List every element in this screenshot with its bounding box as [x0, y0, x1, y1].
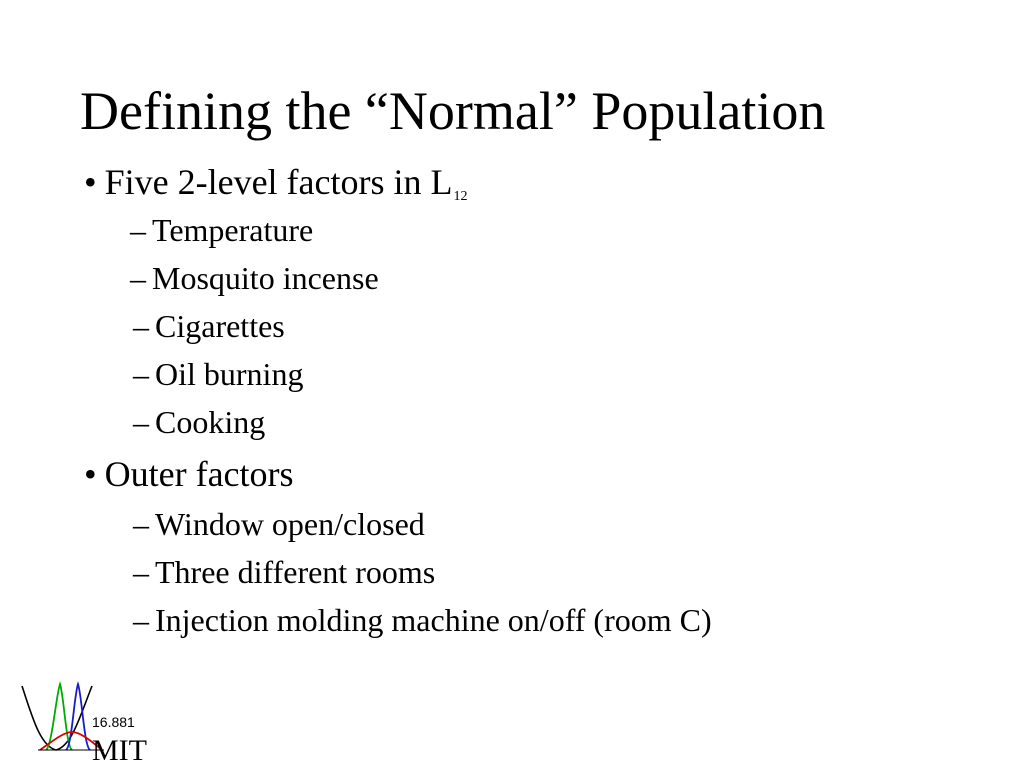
sub-item-injection-molding — [133, 604, 712, 636]
sub-marker: – — [133, 308, 149, 344]
institution-name: MIT — [92, 734, 147, 767]
bullet-outer-factors — [84, 456, 294, 492]
sub-item-label: Mosquito incense — [152, 260, 379, 296]
sub-item-label: Window open/closed — [155, 506, 425, 542]
sub-marker: – — [133, 602, 149, 638]
sub-item-label: Injection molding machine on/off (room C) — [155, 602, 712, 638]
logo-curve-blue — [66, 684, 90, 750]
sub-item-mosquito-incense — [130, 262, 379, 294]
sub-item-label: Oil burning — [155, 356, 304, 392]
slide-title: Defining the “Normal” Population — [80, 81, 826, 141]
course-code: 16.881 — [92, 714, 135, 730]
sub-item-cooking — [133, 406, 265, 438]
bullet-marker: • — [84, 162, 97, 202]
sub-item-window — [133, 508, 425, 540]
bullet-marker: • — [84, 454, 97, 494]
sub-item-temperature — [130, 214, 313, 246]
sub-marker: – — [133, 404, 149, 440]
bullet-five-factors — [84, 164, 468, 204]
sub-item-label: Cigarettes — [155, 308, 285, 344]
bullet-label: Outer factors — [104, 454, 294, 494]
sub-marker: – — [130, 260, 146, 296]
sub-marker: – — [133, 554, 149, 590]
logo-curve-green — [46, 684, 72, 750]
sub-item-label: Cooking — [155, 404, 266, 440]
sub-marker: – — [133, 506, 149, 542]
sub-item-oil-burning — [133, 358, 303, 390]
bullet-label: Five 2-level factors in L — [104, 162, 453, 202]
bullet-label-subscript: 12 — [453, 189, 468, 204]
sub-item-label: Three different rooms — [155, 554, 436, 590]
sub-marker: – — [133, 356, 149, 392]
sub-item-cigarettes — [133, 310, 285, 342]
sub-marker: – — [130, 212, 146, 248]
sub-item-label: Temperature — [152, 212, 314, 248]
sub-item-rooms — [133, 556, 435, 588]
